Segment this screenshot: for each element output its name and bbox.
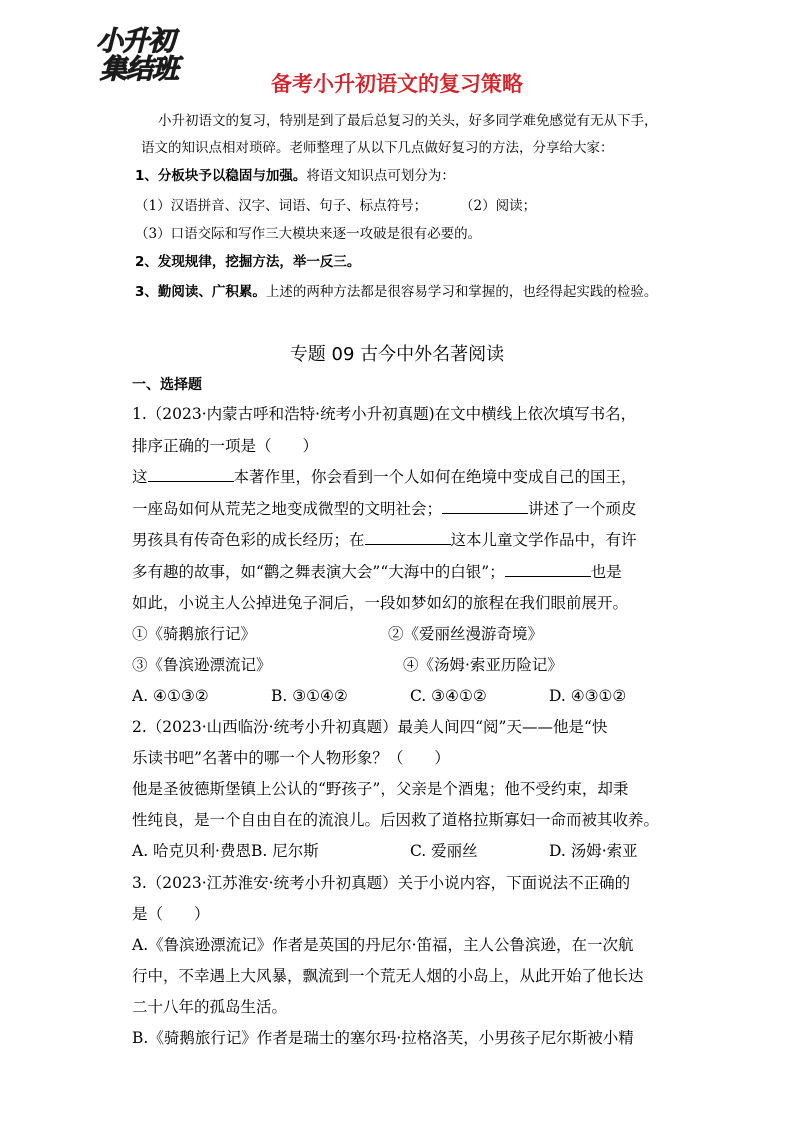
- q1-text-2a: 一座岛如何从荒芜之地变成微型的文明社会；: [132, 500, 443, 518]
- strategy-1-item-2: （2）阅读；: [460, 198, 537, 214]
- blank-3[interactable]: [365, 530, 451, 545]
- q2-text-2: 性纯良，是一个自由自在的流浪儿。后因救了道格拉斯寡妇一命而被其收养。: [132, 811, 660, 829]
- q2-answer-c[interactable]: C. 爱丽丝: [410, 842, 478, 860]
- q1-text-3: [132, 530, 637, 550]
- blank-4[interactable]: [505, 562, 591, 577]
- q1-text-1a: 这: [132, 468, 148, 486]
- strategy-1-text: 将语文知识点可划分为：: [306, 168, 455, 184]
- q1-text-1: [132, 467, 637, 487]
- intro-paragraph-1a: 小升初语文的复习，特别是到了最后总复习的关头，好多同学难免感觉有无从下手，: [158, 113, 658, 129]
- q2-answer-d[interactable]: D. 汤姆·索亚: [549, 842, 638, 860]
- q1-option-3: ③《鲁滨逊漂流记》: [132, 656, 272, 674]
- q1-text-2b: 讲述了一个顽皮: [528, 500, 637, 518]
- q1-text-4: [132, 562, 622, 582]
- q1-text-2: [132, 499, 637, 519]
- q1-text-3a: 男孩具有传奇色彩的成长经历；在: [132, 531, 365, 549]
- q1-answer-a[interactable]: A. ④①③②: [132, 687, 209, 705]
- q1-text-1b: 本著作里，你会看到一个人如何在绝境中变成自己的国王，: [233, 468, 637, 486]
- q1-stem-b: 排序正确的一项是（ ）: [132, 437, 319, 455]
- strategy-3-heading: 3、勤阅读、广积累。: [135, 284, 266, 300]
- q1-option-4: ④《汤姆·索亚历险记》: [403, 656, 563, 674]
- q1-answer-c[interactable]: C. ③④①②: [410, 687, 487, 705]
- q1-option-1: ①《骑鹅旅行记》: [132, 625, 257, 643]
- logo-line-1: 小升初: [96, 26, 174, 57]
- q3-stem-a: 3.（2023·江苏淮安·统考小升初真题）关于小说内容，下面说法不正确的: [132, 874, 631, 892]
- intro-paragraph-1b: 语文的知识点相对琐碎。老师整理了从以下几点做好复习的方法，分享给大家：: [141, 140, 614, 156]
- q2-answer-ab[interactable]: A. 哈克贝利·费恩B. 尼尔斯: [132, 842, 319, 860]
- q2-stem-a: 2.（2023·山西临汾·统考小升初真题）最美人间四“阅”天——他是“快: [132, 718, 608, 736]
- q1-text-4a: 多有趣的故事，如“鹳之舞表演大会”“大海中的白银”；: [132, 563, 505, 581]
- strategy-2-heading: 2、发现规律，挖掘方法，举一反三。: [135, 254, 361, 270]
- q1-answer-d[interactable]: D. ④③①②: [549, 687, 627, 705]
- page-title: 备考小升初语文的复习策略: [271, 72, 523, 96]
- q1-text-5: 如此，小说主人公掉进兔子洞后，一段如梦如幻的旅程在我们眼前展开。: [132, 594, 629, 612]
- q1-text-4b: 也是: [590, 563, 622, 581]
- q1-option-2: ②《爱丽丝漫游奇境》: [388, 625, 544, 643]
- q2-text-1: 他是圣彼德斯堡镇上公认的“野孩子”，父亲是个酒鬼；他不受约束，却秉: [132, 780, 629, 798]
- strategy-1: [135, 167, 455, 185]
- q2-stem-b: 乐读书吧”名著中的哪一个人物形象？（ ）: [132, 749, 450, 767]
- strategy-1-item-1: （1）汉语拼音、汉字、词语、句子、标点符号；: [135, 198, 428, 214]
- strategy-1-heading: 1、分板块予以稳固与加强。: [135, 168, 307, 184]
- q3-option-b-1[interactable]: B.《骑鹅旅行记》作者是瑞士的塞尔玛·拉格洛芙，小男孩子尼尔斯被小精: [132, 1029, 634, 1047]
- blank-1[interactable]: [148, 467, 234, 482]
- topic-title: 专题 09 古今中外名著阅读: [289, 344, 505, 365]
- q1-text-3b: 这本儿童文学作品中，有许: [450, 531, 637, 549]
- q1-answer-b[interactable]: B. ③①④②: [271, 687, 348, 705]
- logo-line-2: 集结班: [100, 54, 178, 85]
- q3-option-a-2: 行中，不幸遇上大风暴，飘流到一个荒无人烟的小岛上，从此开始了他长达: [132, 967, 644, 985]
- q1-stem-a: 1.（2023·内蒙古呼和浩特·统考小升初真题)在文中横线上依次填写书名，: [132, 405, 637, 423]
- blank-2[interactable]: [442, 499, 528, 514]
- strategy-3-text: 上述的两种方法都是很容易学习和掌握的，也经得起实践的检验。: [265, 284, 658, 300]
- section-heading: 一、选择题: [132, 377, 202, 393]
- q3-stem-b: 是（ ）: [132, 905, 210, 923]
- q3-option-a-1[interactable]: A.《鲁滨逊漂流记》作者是英国的丹尼尔·笛福，主人公鲁滨逊，在一次航: [132, 936, 634, 954]
- strategy-1-item-3: （3）口语交际和写作三大模块来逐一攻破是很有必要的。: [135, 226, 482, 242]
- q3-option-a-3: 二十八年的孤岛生活。: [132, 998, 288, 1016]
- strategy-3: [135, 283, 657, 301]
